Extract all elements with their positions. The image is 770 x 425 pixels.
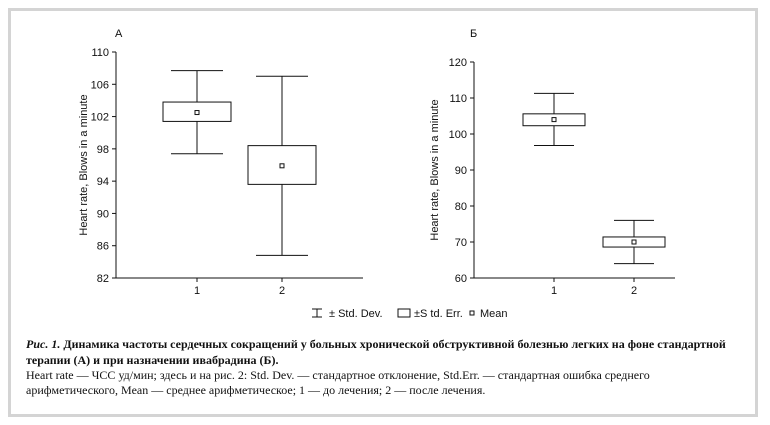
y-axis-label: Heart rate, Blows in a minute: [429, 99, 441, 241]
mean-marker: [195, 111, 199, 115]
chart-panel-1: [78, 28, 363, 297]
y-tick-label: 120: [448, 57, 467, 69]
legend-mean-label: Mean: [480, 308, 508, 320]
y-tick-label: 110: [91, 47, 109, 59]
y-axis-label: Heart rate, Blows in a minute: [78, 94, 90, 236]
panel-label: А: [115, 28, 123, 40]
y-tick-label: 60: [454, 273, 467, 285]
panel-label: Б: [470, 28, 478, 40]
y-tick-label: 94: [96, 176, 109, 189]
chart-panel-2: [429, 28, 675, 297]
y-tick-label: 106: [90, 79, 109, 92]
figure-note: Heart rate — ЧСС уд/мин; здесь и на рис. 2: Std. Dev. — стандартное отклонение, Std.Err. — стандартная ошибка среднего арифметического, Mean — среднее арифметическое; 1 — до лечения; 2 — после лечения.: [26, 368, 650, 397]
box-1: [163, 71, 231, 154]
figure-caption: [26, 336, 742, 368]
x-tick-label: 2: [278, 285, 286, 297]
y-tick-label: 80: [454, 201, 467, 213]
y-tick-label: 102: [90, 111, 109, 124]
y-tick-label: 90: [96, 208, 109, 221]
y-tick-label: 90: [454, 165, 467, 177]
x-tick-label: 1: [193, 285, 201, 297]
y-tick-label: 98: [96, 143, 109, 156]
box-2: [603, 220, 665, 263]
box-1: [523, 93, 585, 145]
legend-mean-symbol: [470, 311, 474, 315]
y-tick-label: 82: [96, 273, 109, 285]
mean-marker: [632, 240, 636, 244]
y-tick-label: 70: [454, 237, 467, 249]
box-2: [248, 76, 316, 255]
legend-se-symbol: [398, 309, 410, 317]
legend: [312, 308, 508, 320]
caption-text: Динамика частоты сердечных сокращений у больных хронической обструктивной болезнью легких на фоне стандартной терапии (А) и при назначении ивабрадина (Б).: [26, 337, 726, 367]
y-tick-label: 110: [449, 93, 467, 105]
legend-sd-label: ± Std. Dev.: [329, 308, 383, 320]
y-tick-label: 86: [96, 240, 109, 253]
mean-marker: [552, 118, 556, 122]
caption-fig-number: Рис. 1.: [26, 337, 61, 351]
y-tick-label: 100: [448, 129, 467, 141]
x-tick-label: 1: [550, 285, 558, 297]
legend-se-label: ±S td. Err.: [414, 308, 463, 320]
x-tick-label: 2: [630, 285, 638, 297]
mean-marker: [280, 164, 284, 168]
